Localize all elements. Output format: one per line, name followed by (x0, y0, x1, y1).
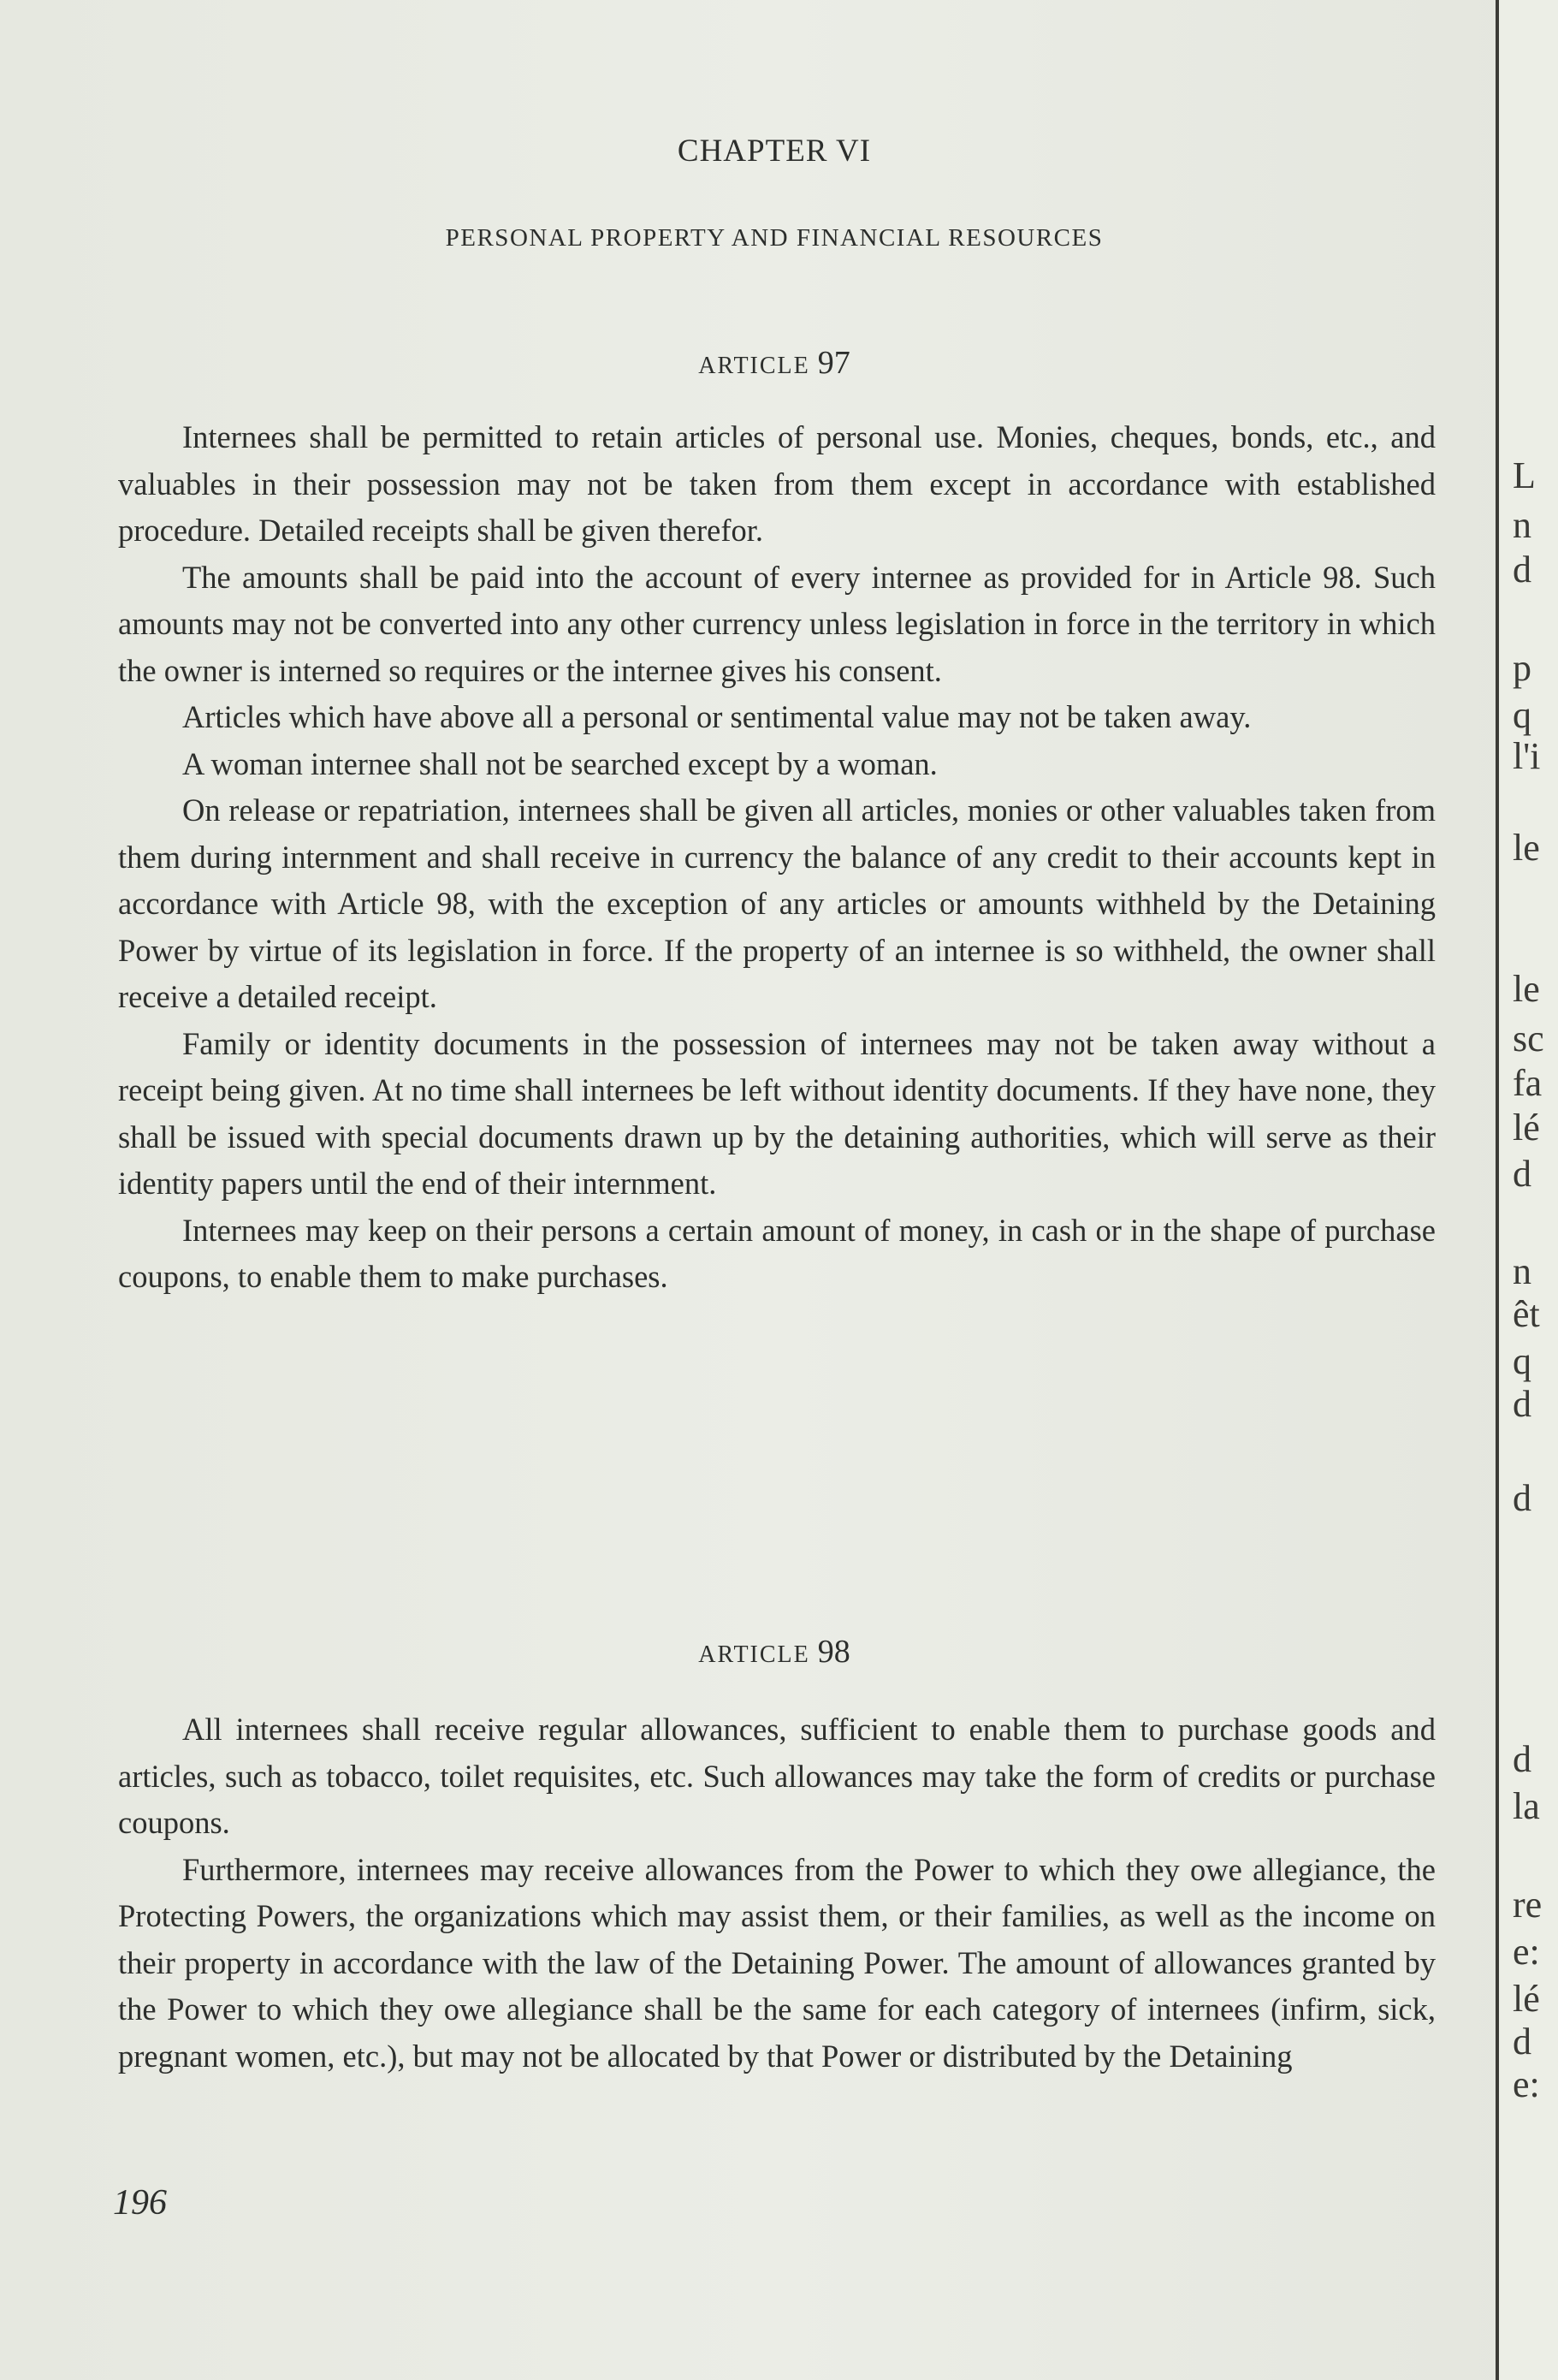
facing-page-fragment: n (1513, 1250, 1531, 1292)
paragraph: A woman internee shall not be searched except by a woman. (182, 745, 938, 781)
facing-page-fragment: d (1513, 1383, 1531, 1425)
facing-page-fragment: d (1513, 549, 1531, 591)
facing-page-fragment: L (1513, 454, 1536, 496)
facing-page-fragment: q (1513, 694, 1531, 736)
facing-page-fragment: e: (1513, 2063, 1540, 2105)
article-label: ARTICLE (698, 1641, 810, 1668)
paragraph: Furthermore, internees may receive allowances from the Power to which they owe allegiance, the Protecting Powers, the organizations which may assist them, or their families, as well as the income on their property in accordance with the law of the Detaining Power. The amount of allowances granted by the Power to which they owe allegiance shall be the same for each category of internees (infirm, sick, pregnant women, etc.), but may not be allocated by that Power or distributed by the Detaining (118, 1851, 1436, 2074)
chapter-title: CHAPTER VI (677, 134, 872, 169)
article-label: ARTICLE (698, 353, 810, 379)
facing-page-fragment: l'i (1513, 735, 1541, 777)
facing-page-fragment: re (1513, 1884, 1543, 1926)
paragraph: All internees shall receive regular allowances, sufficient to enable them to purchase goods and articles, such as tobacco, toilet requisites, etc. Such allowances may take the form of credits or purchase coupons. (118, 1712, 1436, 1840)
article-97-body (118, 414, 1436, 1301)
facing-page-fragment: q (1513, 1340, 1531, 1382)
facing-page-fragment: lé (1513, 1107, 1540, 1148)
paragraph: Internees shall be permitted to retain articles of personal use. Monies, cheques, bonds, etc., and valuables in their possession may not be taken from them except in accordance with established procedure. Detailed receipts shall be given therefor. (118, 419, 1436, 548)
facing-page-fragment: la (1513, 1785, 1540, 1827)
paragraph: Family or identity documents in the possession of internees may not be taken away without a receipt being given. At no time shall internees be left without identity documents. If they have none, they shall be issued with special documents drawn up by the detaining authorities, which will serve as their identity papers until the end of their internment. (118, 1025, 1436, 1201)
facing-page-fragment: d (1513, 1153, 1531, 1195)
facing-page-fragment: d (1513, 1738, 1531, 1780)
facing-page-fragment: lé (1513, 1978, 1540, 2020)
facing-page-fragment: le (1513, 968, 1540, 1010)
page-number: 196 (113, 2183, 167, 2223)
article-97-heading (116, 344, 1433, 382)
chapter-subtitle: PERSONAL PROPERTY AND FINANCIAL RESOURCES (445, 224, 1104, 252)
paragraph: The amounts shall be paid into the account of every internee as provided for in Article 98. Such amounts may not be converted into any other currency unless legislation in force in the territory in which the owner is interned so requires or the internee gives his consent. (118, 559, 1436, 688)
article-98-heading (116, 1633, 1433, 1671)
facing-page-fragment: le (1513, 827, 1540, 869)
facing-page-fragment: n (1513, 504, 1531, 546)
facing-page-fragment: d (1513, 1477, 1531, 1519)
paragraph: Internees may keep on their persons a certain amount of money, in cash or in the shape of purchase coupons, to enable them to make purchases. (118, 1212, 1436, 1294)
paragraph: On release or repatriation, internees shall be given all articles, monies or other valuables taken from them during internment and shall receive in currency the balance of any credit to their accounts kept in accordance with Article 98, with the exception of any articles or amounts withheld by the Detaining Power by virtue of its legislation in force. If the property of an internee is so withheld, the owner shall receive a detailed receipt. (118, 792, 1436, 1014)
facing-page-fragment: fa (1513, 1062, 1543, 1104)
article-number: 97 (817, 345, 850, 381)
facing-page-fragment: d (1513, 2021, 1531, 2062)
facing-page-fragment: p (1513, 647, 1531, 689)
facing-page-fragment: êt (1513, 1293, 1540, 1335)
paragraph: Articles which have above all a personal or sentimental value may not be taken away. (182, 699, 1252, 734)
article-98-body (118, 1706, 1436, 2080)
facing-page-fragment: sc (1513, 1018, 1544, 1059)
facing-page-fragment: e: (1513, 1931, 1540, 1973)
article-number: 98 (817, 1634, 850, 1670)
facing-page-edge (1496, 0, 1558, 2380)
